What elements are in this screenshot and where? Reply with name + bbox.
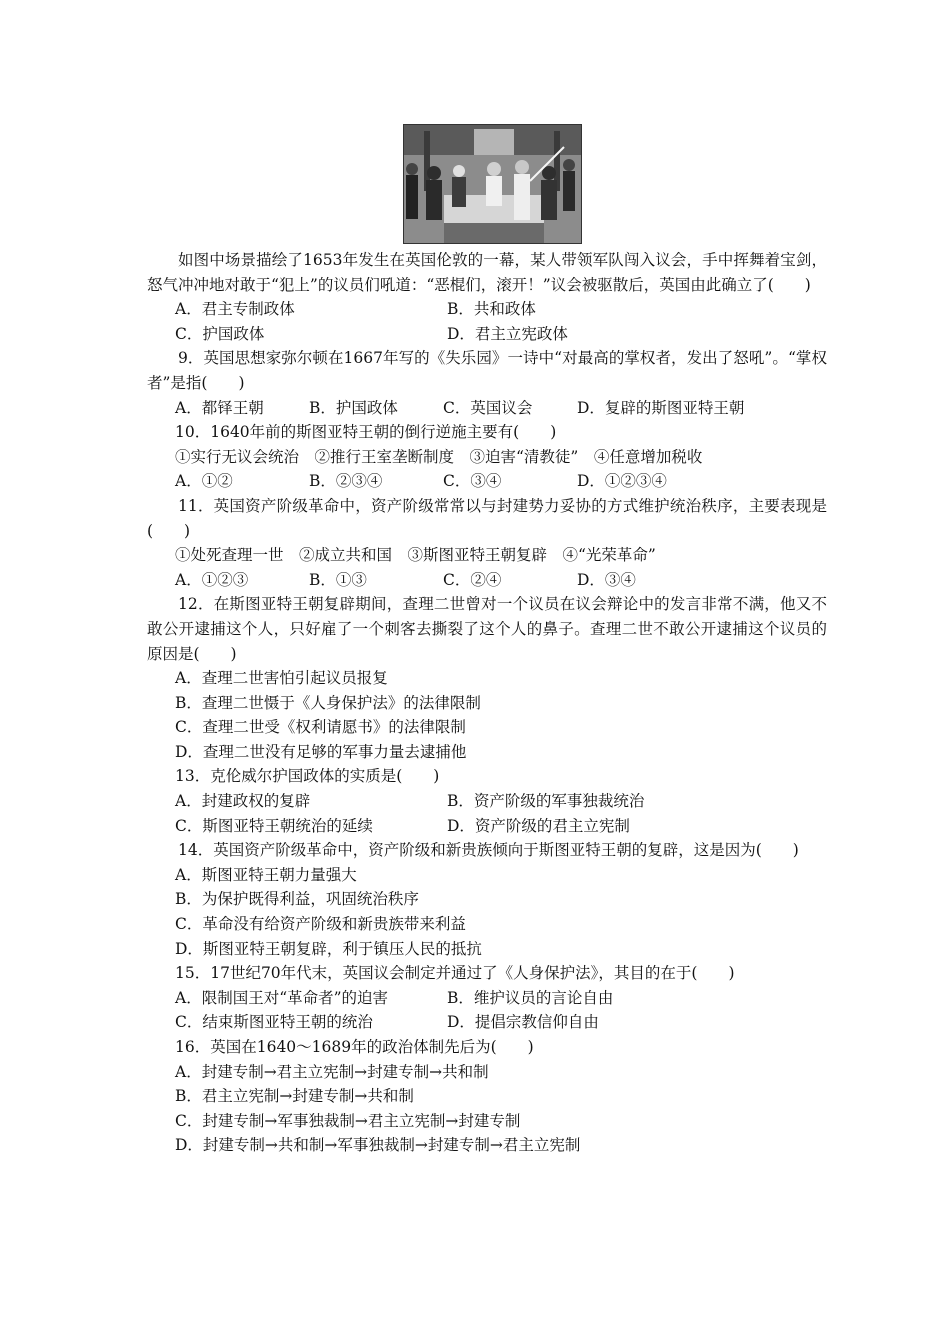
question-8-stem: 如图中场景描绘了1653年发生在英国伦敦的一幕，某人带领军队闯入议会，手中挥舞着宝剑，怒气冲冲地对敢于“犯上”的议员们吼道：“恶棍们，滚开！”议会被驱散后，英国由此确立了( ) [147,251,827,294]
question-9-option-a: A．都铎王朝 [175,398,264,417]
question-8-option-c: C．护国政体 [175,324,265,343]
question-15-option-d: D．提倡宗教信仰自由 [447,1013,599,1032]
question-16-option-c: C．封建专制→军事独裁制→君主立宪制→封建专制 [175,1111,521,1130]
historical-illustration [403,124,582,244]
question-10-items: ①实行无议会统治 ②推行王室垄断制度 ③迫害“清教徒” ④任意增加税收 [175,447,703,466]
question-12-option-a: A．查理二世害怕引起议员报复 [175,669,388,688]
question-9-option-d: D．复辟的斯图亚特王朝 [577,398,745,417]
question-15-stem: 15．17世纪70年代末，英国议会制定并通过了《人身保护法》，其目的在于( ) [175,964,735,983]
question-10-option-d: D．①②③④ [577,472,667,491]
question-12-option-b: B．查理二世慑于《人身保护法》的法律限制 [175,693,481,712]
question-11-options [147,568,827,593]
question-10-option-a: A．①② [175,472,233,491]
question-13-option-b: B．资产阶级的军事独裁统治 [447,792,645,811]
question-11-option-c: C．②④ [443,570,502,589]
question-14-option-c: C．革命没有给资产阶级和新贵族带来利益 [175,915,466,934]
question-11-option-a: A．①②③ [175,570,249,589]
question-15-option-c: C．结束斯图亚特王朝的统治 [175,1013,373,1032]
question-13-options-row-1 [147,789,827,814]
question-13-options-row-2 [147,814,827,839]
question-12-stem: 12．在斯图亚特王朝复辟期间，查理二世曾对一个议员在议会辩论中的发言非常不满，他又不敢公开逮捕这个人，只好雇了一个刺客去撕裂了这个人的鼻子。查理二世不敢公开逮捕这个议员的原因是( ) [147,595,827,663]
question-13-option-d: D．资产阶级的君主立宪制 [447,816,630,835]
question-11-stem: 11．英国资产阶级革命中，资产阶级常常以与封建势力妥协的方式维护统治秩序，主要表现是( ) [147,496,827,540]
question-15-options-row-1 [147,986,827,1011]
question-13-option-c: C．斯图亚特王朝统治的延续 [175,816,373,835]
question-16-stem: 16．英国在1640～1689年的政治体制先后为( ) [175,1038,534,1056]
question-10-stem: 10．1640年前的斯图亚特王朝的倒行逆施主要有( ) [175,423,557,442]
question-8-option-a: A．君主专制政体 [175,300,295,319]
question-14-stem: 14．英国资产阶级革命中，资产阶级和新贵族倾向于斯图亚特王朝的复辟，这是因为( ) [178,841,799,860]
question-11-items: ①处死查理一世 ②成立共和国 ③斯图亚特王朝复辟 ④“光荣革命” [175,546,656,565]
question-14-option-b: B．为保护既得利益，巩固统治秩序 [175,890,419,909]
question-8-options-row-1 [147,297,827,322]
question-14-option-a: A．斯图亚特王朝力量强大 [175,865,357,884]
question-16-option-a: A．封建专制→君主立宪制→封建专制→共和制 [175,1062,489,1081]
question-8-option-d: D．君主立宪政体 [447,324,568,343]
question-16-option-b: B．君主立宪制→封建专制→共和制 [175,1087,414,1106]
question-9-stem: 9．英国思想家弥尔顿在1667年写的《失乐园》一诗中“对最高的掌权者，发出了怒吼”。“掌权者”是指( ) [147,349,827,392]
question-8-option-b: B．共和政体 [447,300,536,319]
question-11-option-b: B．①③ [309,570,367,589]
question-12-option-d: D．查理二世没有足够的军事力量去逮捕他 [175,742,467,761]
question-15-option-b: B．维护议员的言论自由 [447,988,614,1007]
question-11-option-d: D．③④ [577,570,636,589]
question-14-option-d: D．斯图亚特王朝复辟，利于镇压人民的抵抗 [175,939,482,958]
question-list [147,248,827,1158]
question-10-option-c: C．③④ [443,472,502,491]
question-16-option-d: D．封建专制→共和制→军事独裁制→封建专制→君主立宪制 [175,1136,581,1155]
question-10-options [147,469,827,494]
question-12-option-c: C．查理二世受《权利请愿书》的法律限制 [175,718,466,737]
question-13-option-a: A．封建政权的复辟 [175,792,311,811]
question-15-option-a: A．限制国王对“革命者”的迫害 [175,988,389,1007]
question-9-option-b: B．护国政体 [309,398,398,417]
question-8-options-row-2 [147,322,827,347]
question-9-option-c: C．英国议会 [443,398,533,417]
question-10-option-b: B．②③④ [309,472,383,491]
question-13-stem: 13．克伦威尔护国政体的实质是( ) [175,767,440,786]
parliament-scene-picture [404,125,581,243]
question-15-options-row-2 [147,1010,827,1035]
question-9-options [147,396,827,421]
